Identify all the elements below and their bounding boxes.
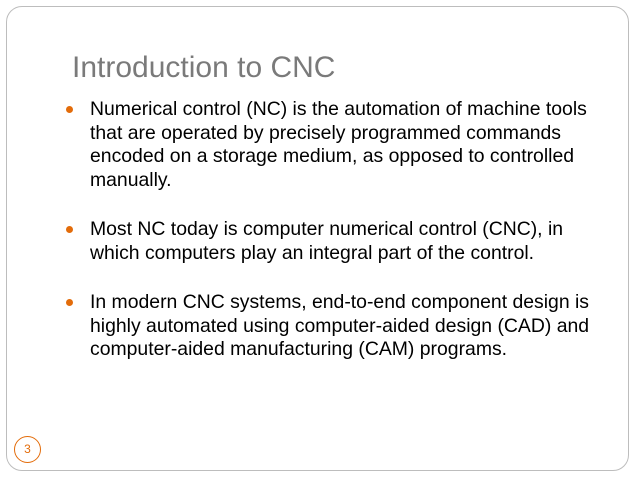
bullet-item: [66, 218, 611, 265]
bullet-dot-icon: [66, 299, 73, 306]
bullet-dot-icon: [66, 106, 73, 113]
page-number-badge: 3: [14, 436, 41, 463]
slide-title: Introduction to CNC: [72, 51, 336, 84]
bullet-text: Numerical control (NC) is the automation of machine tools that are operated by precisely programmed commands encoded on a storage medium, as opposed to controlled manually.: [90, 98, 587, 191]
bullet-list: [66, 98, 611, 388]
bullet-dot-icon: [66, 226, 73, 233]
bullet-item: [66, 291, 611, 362]
bullet-text: In modern CNC systems, end-to-end component design is highly automated using computer-aided design (CAD) and computer-aided manufacturing (CAM) programs.: [90, 291, 590, 360]
bullet-item: [66, 98, 611, 192]
bullet-text: Most NC today is computer numerical control (CNC), in which computers play an integral part of the control.: [90, 218, 564, 264]
